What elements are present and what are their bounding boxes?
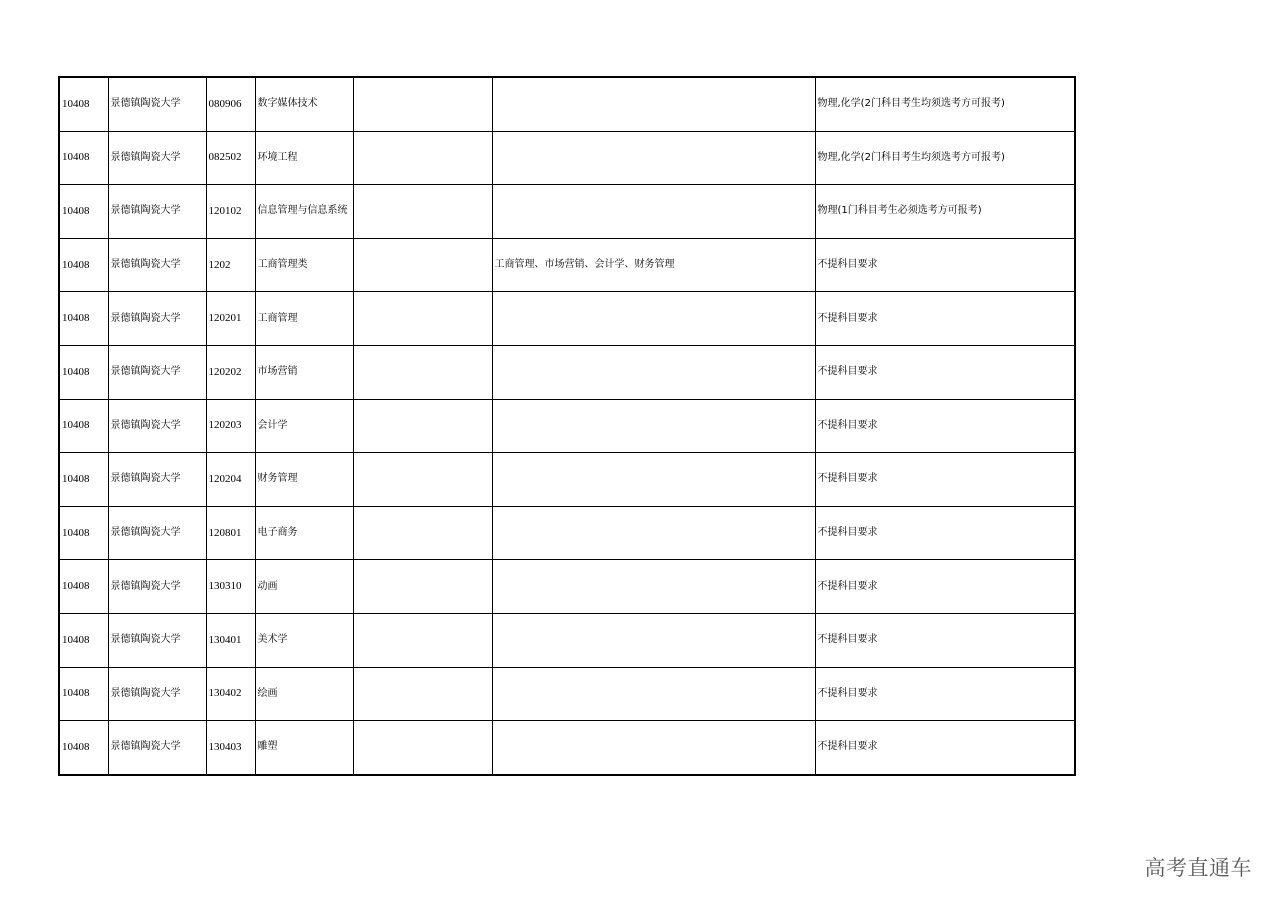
major-code-cell: 120202 [206,345,255,399]
school-name-cell: 景德镇陶瓷大学 [108,131,206,185]
level-cell [353,185,492,239]
major-code-cell: 130401 [206,613,255,667]
major-name-cell: 数字媒体技术 [255,77,353,131]
watermark-text: 高考直通车 [1144,856,1252,880]
school-code-cell: 10408 [59,131,108,185]
table-row [59,238,1075,292]
level-cell [353,613,492,667]
included-majors-cell [492,667,815,721]
included-majors-cell [492,185,815,239]
included-majors-cell [492,292,815,346]
subject-requirement-cell: 物理(1门科目考生必须选考方可报考) [815,185,1075,239]
table-row [59,131,1075,185]
included-majors-cell [492,77,815,131]
major-name-cell: 电子商务 [255,506,353,560]
school-code-cell: 10408 [59,560,108,614]
school-code-cell: 10408 [59,613,108,667]
major-name-cell: 市场营销 [255,345,353,399]
included-majors-cell [492,131,815,185]
level-cell [353,560,492,614]
level-cell [353,292,492,346]
major-code-cell: 1202 [206,238,255,292]
school-name-cell: 景德镇陶瓷大学 [108,721,206,775]
subject-requirement-cell: 不提科目要求 [815,560,1075,614]
major-name-cell: 绘画 [255,667,353,721]
table-row [59,77,1075,131]
school-code-cell: 10408 [59,185,108,239]
subject-requirement-cell: 物理,化学(2门科目考生均须选考方可报考) [815,77,1075,131]
included-majors-cell [492,506,815,560]
table-row [59,506,1075,560]
school-code-cell: 10408 [59,453,108,507]
major-name-cell: 动画 [255,560,353,614]
included-majors-cell [492,721,815,775]
level-cell [353,399,492,453]
table-row [59,345,1075,399]
table-row [59,667,1075,721]
included-majors-cell [492,453,815,507]
level-cell [353,667,492,721]
major-code-cell: 082502 [206,131,255,185]
level-cell [353,345,492,399]
subject-requirement-cell: 不提科目要求 [815,506,1075,560]
included-majors-cell [492,613,815,667]
table-row [59,453,1075,507]
level-cell [353,453,492,507]
major-code-cell: 130310 [206,560,255,614]
subject-requirement-cell: 不提科目要求 [815,238,1075,292]
level-cell [353,238,492,292]
school-code-cell: 10408 [59,506,108,560]
major-code-cell: 120801 [206,506,255,560]
table-body [59,77,1075,775]
table-row [59,292,1075,346]
table-row [59,613,1075,667]
school-name-cell: 景德镇陶瓷大学 [108,292,206,346]
level-cell [353,506,492,560]
level-cell [353,721,492,775]
school-name-cell: 景德镇陶瓷大学 [108,399,206,453]
school-code-cell: 10408 [59,345,108,399]
major-name-cell: 财务管理 [255,453,353,507]
major-name-cell: 雕塑 [255,721,353,775]
major-name-cell: 会计学 [255,399,353,453]
major-name-cell: 工商管理 [255,292,353,346]
school-name-cell: 景德镇陶瓷大学 [108,453,206,507]
level-cell [353,131,492,185]
major-code-cell: 080906 [206,77,255,131]
major-name-cell: 信息管理与信息系统 [255,185,353,239]
table-row [59,185,1075,239]
school-code-cell: 10408 [59,721,108,775]
major-code-cell: 120204 [206,453,255,507]
subject-requirement-cell: 不提科目要求 [815,721,1075,775]
school-code-cell: 10408 [59,667,108,721]
subject-requirement-cell: 不提科目要求 [815,399,1075,453]
included-majors-cell: 工商管理、市场营销、会计学、财务管理 [492,238,815,292]
table-row [59,560,1075,614]
subject-requirement-cell: 不提科目要求 [815,613,1075,667]
major-code-cell: 120102 [206,185,255,239]
school-name-cell: 景德镇陶瓷大学 [108,667,206,721]
level-cell [353,77,492,131]
subject-requirement-cell: 不提科目要求 [815,667,1075,721]
subject-requirement-cell: 不提科目要求 [815,292,1075,346]
included-majors-cell [492,560,815,614]
school-name-cell: 景德镇陶瓷大学 [108,560,206,614]
included-majors-cell [492,399,815,453]
school-code-cell: 10408 [59,238,108,292]
school-name-cell: 景德镇陶瓷大学 [108,506,206,560]
subject-requirement-cell: 不提科目要求 [815,453,1075,507]
subject-requirement-cell: 不提科目要求 [815,345,1075,399]
major-name-cell: 美术学 [255,613,353,667]
school-name-cell: 景德镇陶瓷大学 [108,77,206,131]
school-name-cell: 景德镇陶瓷大学 [108,238,206,292]
school-code-cell: 10408 [59,399,108,453]
school-code-cell: 10408 [59,77,108,131]
table-row [59,721,1075,775]
subject-requirements-table [58,76,1076,776]
table-row [59,399,1075,453]
school-name-cell: 景德镇陶瓷大学 [108,185,206,239]
major-code-cell: 130402 [206,667,255,721]
subject-requirement-cell: 物理,化学(2门科目考生均须选考方可报考) [815,131,1075,185]
major-code-cell: 120201 [206,292,255,346]
major-code-cell: 120203 [206,399,255,453]
major-code-cell: 130403 [206,721,255,775]
school-name-cell: 景德镇陶瓷大学 [108,345,206,399]
included-majors-cell [492,345,815,399]
major-name-cell: 环境工程 [255,131,353,185]
major-name-cell: 工商管理类 [255,238,353,292]
school-code-cell: 10408 [59,292,108,346]
school-name-cell: 景德镇陶瓷大学 [108,613,206,667]
